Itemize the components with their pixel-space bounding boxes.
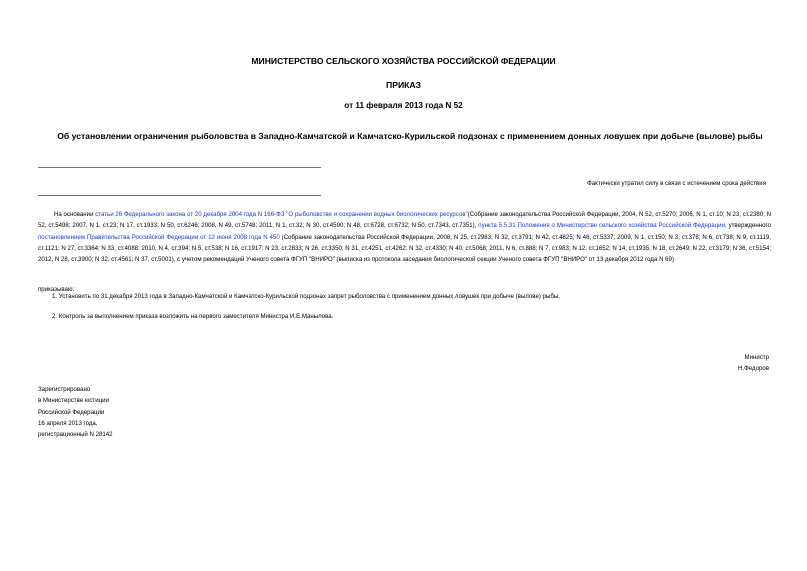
law-166-fz-link[interactable]: статьи 26 Федерального закона от 20 декабря 2004 года N 166-ФЗ "О рыболовстве и сохранении водных биологических ресурсов" bbox=[95, 211, 468, 218]
divider-bottom bbox=[38, 195, 321, 196]
order-word: приказываю: bbox=[38, 286, 75, 293]
preamble-paragraph bbox=[38, 209, 771, 265]
registration-line: Зарегистрировано bbox=[38, 386, 91, 393]
date-number-heading: от 11 февраля 2013 года N 52 bbox=[344, 101, 463, 110]
registration-line: в Министерстве юстиции bbox=[38, 397, 109, 405]
divider-top bbox=[38, 167, 321, 168]
status-note: Фактически утратил силу в связи с истечением срока действия bbox=[587, 180, 766, 187]
registration-line: регистрационный N 28142 bbox=[38, 431, 113, 439]
signature-block bbox=[600, 352, 769, 375]
registration-block bbox=[38, 384, 113, 440]
preamble-part1: (Собрание законодательства Российской Федерации, 2004, N 52, ст.5270; 2006, N 1, ст.10; N 23, ст.2380; N 52, ст.5498; 2007, N 1, ст.23; N 17, ст.1933; N 50, ст.6246; 2008, N 49, ст.5748; 2011, N 1, ст.32; N 30, ст.4590; N 48, ст.6728, ст.6732; N 50, ст.7343, ст.7351), bbox=[38, 211, 771, 230]
signature-name: Н.Федоров bbox=[738, 365, 769, 373]
preamble-lead: На основании bbox=[54, 211, 96, 218]
regulation-clause-link[interactable]: пункта 5.5.31 Положения о Министерстве сельского хозяйства Российской Федерации bbox=[478, 222, 725, 230]
preamble-part2: , утвержденного bbox=[724, 222, 771, 230]
registration-line: 16 апреля 2013 года, bbox=[38, 419, 98, 427]
government-decree-link[interactable]: постановлением Правительства Российской Федерации от 12 июня 2008 года N 450 bbox=[38, 233, 280, 241]
order-item-2: 2. Контроль за выполнением приказа возложить на первого заместителя Министра И.Е.Манылова. bbox=[52, 313, 334, 320]
doc-type-heading: ПРИКАЗ bbox=[386, 80, 421, 90]
ministry-heading: МИНИСТЕРСТВО СЕЛЬСКОГО ХОЗЯЙСТВА РОССИЙСКОЙ ФЕДЕРАЦИИ bbox=[251, 56, 556, 66]
order-item-1: 1. Установить по 31 декабря 2013 года в Западно-Камчатской и Камчатско-Курильской подзонах запрет рыболовства с применением донных ловушек при добыче (вылове) рыбы. bbox=[52, 293, 560, 300]
signature-position: Министр bbox=[744, 354, 769, 361]
document-title: Об установлении ограничения рыболовства в Западно-Камчатской и Камчатско-Курильской подзонах с применением донных ловушек при добыче (вылове) рыбы bbox=[57, 131, 763, 141]
registration-line: Российской Федерации bbox=[38, 408, 105, 416]
preamble-part3: (Собрание законодательства Российской Федерации, 2008, N 25, ст.2983; N 32, ст.3791; N 42, ст.4825; N 46, ст.5337; 2009, N 1, ст.150; N 3, ст.378; N 6, ст.738; N 9, ст.1119, ст.1121; N 27, ст.3364; N 33, ст.4088; 2010, N 4, ст.394; N 5, ст.538; N 16, ст.1917; N 23, ст.2833; N 26, ст.3350; N 31, ст.4251, ст.4262; N 32, ст.4330; N 40, ст.5068; 2011, N 6, ст.888; N 7, ст.983; N 12, ст.1652; N 14, ст.1935; N 18, ст.2649; N 22, ст.3179; N 36, ст.5154; 2012, N 28, ст.3900; N 32, ст.4561; N 37, ст.5001), с учетом рекомендаций Ученого совета ФГУП "ВНИРО" (выписка из протокола заседания биологической секции Ученого совета ФГУП "ВНИРО" от 13 декабря 2012 года N 69) bbox=[38, 233, 772, 264]
